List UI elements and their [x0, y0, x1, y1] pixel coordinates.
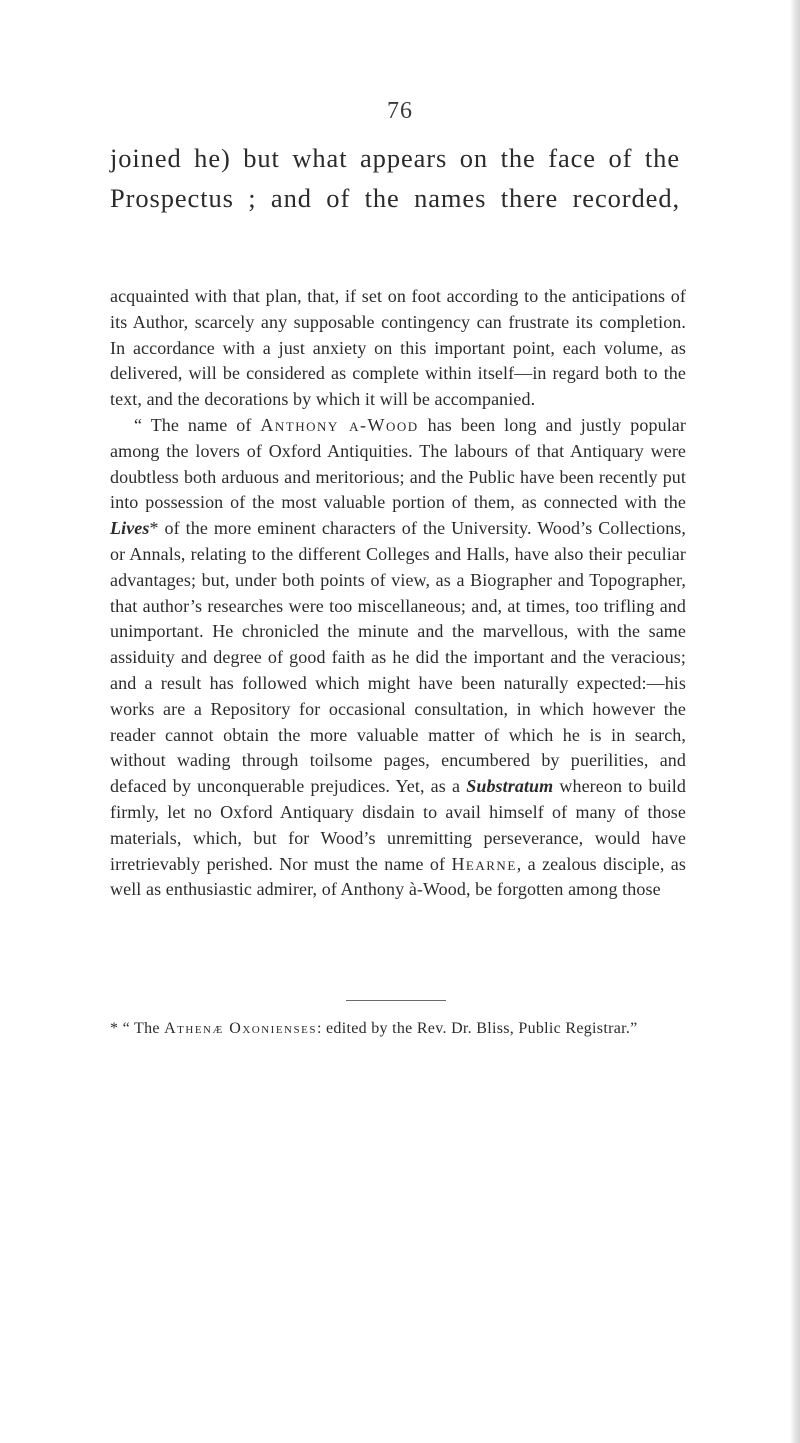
- body-text: [110, 284, 686, 903]
- page-number: 76: [387, 98, 413, 124]
- paragraph-text-a: has been long and justly popular among the lovers of Oxford Antiquities. The labours of that Antiquary were doubtless both arduous and meritorious; and the Public have been recently put into possession of the most valuable portion of them, as connected with the: [110, 414, 686, 513]
- name-anthony-a-wood: Anthony a-Wood: [260, 414, 419, 435]
- continued-line-1: joined he) but what appears on the face of the: [110, 143, 680, 173]
- paragraph-acquainted: acquainted with that plan, that, if set on foot according to the anticipations of its Author, scarcely any supposable contingency can frustrate its completion. In accordance with a just anxiety on this important point, each volume, as delivered, will be considered as complete within itself—in regard both to the text, and the decorations by which it will be accompanied.: [110, 286, 686, 410]
- paragraph-text-d: , a zealous disciple, as well as enthusiastic admirer, of Anthony à-Wood, be forgotten among those: [110, 853, 686, 900]
- lives-title: Lives: [110, 518, 150, 539]
- open-quote: “ The name of: [134, 414, 261, 435]
- continued-line-2: Prospectus ; and of the names there recorded,: [110, 183, 680, 213]
- footnote-divider: [346, 1000, 446, 1001]
- footnote-open: “ The: [118, 1020, 165, 1037]
- continued-text-block: [110, 138, 680, 218]
- paragraph-text-b: of the more eminent characters of the University. Wood’s Collections, or Annals, relating to the different Colleges and Halls, have also their peculiar advantages; but, under both points of view, as a Biographer and Topographer, that author’s researches were too miscellaneous; and, at times, too trifling and unimportant. He chronicled the minute and the marvellous, with the same assiduity and degree of good faith as he did the important and the veracious; and a result has followed which might have been naturally expected:—his works are a Repository for occasional consultation, in which however the reader cannot obtain the more valuable matter of which he is in search, without wading through toilsome pages, encumbered by puerilities, and defaced by unconquerable prejudices. Yet, as a: [110, 518, 686, 797]
- paragraph-text-c: whereon to build firmly, let no Oxford Antiquary disdain to avail himself of many of those materials, which, but for Wood’s unremitting perseverance, would have irretrievably perished. Nor must the name of: [110, 776, 686, 874]
- footnote-work-title: Athenæ Oxonienses: [164, 1020, 317, 1037]
- page-edge-shadow: [790, 0, 800, 1443]
- name-hearne: Hearne: [451, 853, 517, 874]
- footnote: [110, 1017, 686, 1040]
- paragraph-anthony-wood: [110, 413, 686, 903]
- footnote-marker: *: [110, 1020, 119, 1037]
- footnote-text: : edited by the Rev. Dr. Bliss, Public Registrar.”: [316, 1020, 638, 1037]
- substratum-term: Substratum: [466, 776, 554, 797]
- footnote-marker-ref: *: [149, 518, 159, 539]
